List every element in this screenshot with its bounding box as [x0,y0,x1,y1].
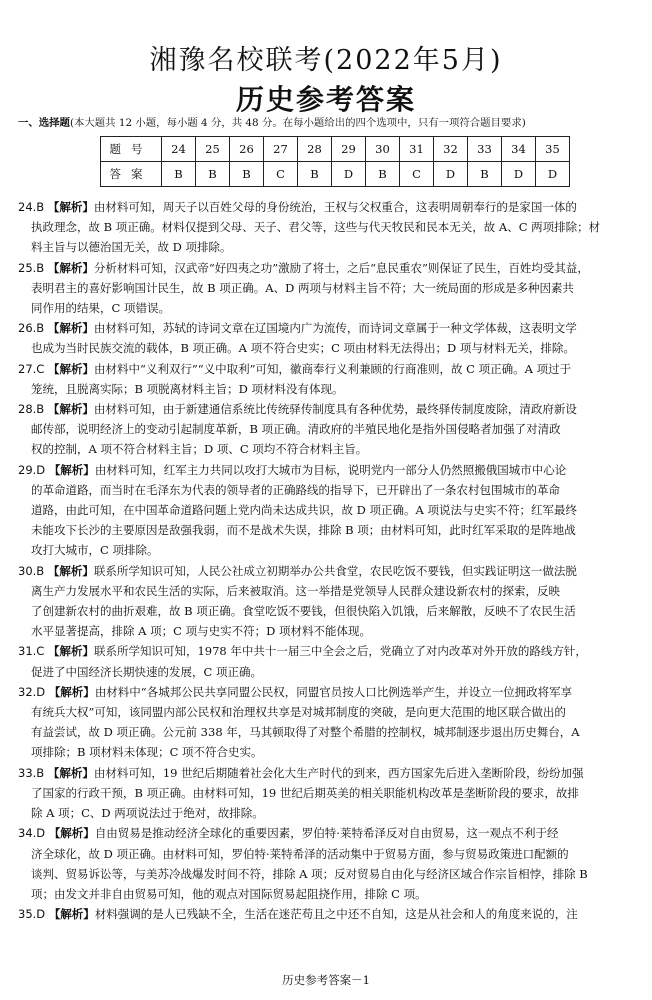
explanation-text: 由材料中“各城邦公民共享同盟公民权，同盟官员按人口比例选举产生，并设立一位拥政将军享 [94,684,573,699]
explanation-line [18,460,634,480]
document-title: 历史参考答案 [235,83,416,116]
question-number-cell: 27 [264,137,298,162]
explanation-text: 由材料中“义利双行”“义中取利”可知，徽商奉行义利兼顾的行商准则，故 C 项正确。A 项过于 [93,361,572,376]
question-answer-label: 35.D [18,907,46,922]
question-number-cell: 29 [332,137,366,162]
answer-cell: B [298,162,332,187]
explanation-line: 促进了中国经济长期快速的发展，C 项正确。 [31,664,262,679]
analysis-tag: 【解析】 [47,765,94,780]
explanation-text: 由材料可知，由于新建通信系统比传统驿传制度具有各种优势，最终驿传制度废除，清政府新设 [93,402,577,417]
analysis-tag: 【解析】 [47,200,94,214]
explanation-line: 表明君主的喜好影响国计民生，故 B 项正确。A、D 两项与材料主旨不符；大一统局面的形成是多种因素共 [31,280,574,295]
explanation-text: 由材料可知，红军主力共同以攻打大城市为目标，说明党内一部分人仍然照搬俄国城市中心论 [94,462,567,477]
table-row-answers [101,162,570,187]
explanation-line: 执政理念，故 B 项正确。材料仅提到父母、天子、君父等，这些与代天牧民和民本无关，故 A、C 两项排除；材 [31,220,601,235]
question-number-cell: 24 [162,137,196,162]
explanation-line: 未能攻下长沙的主要原因是敌强我弱，而不是战术失误，排除 B 项；由材料可知，此时红军采取的是阵地战 [31,523,576,538]
page-footer: 历史参考答案－1 [282,973,370,987]
answer-cell: D [502,162,536,187]
explanation-line: 笼统，且脱离实际；B 项脱离材料主旨；D 项材料没有体现。 [31,381,344,396]
explanation-text: 由材料可知，19 世纪后期随着社会化大生产时代的到来，西方国家先后进入垄断阶段，纷纷加强 [93,765,584,780]
question-answer-label: 33.B [18,765,45,780]
answer-cell: B [162,162,196,187]
answer-cell: B [366,162,400,187]
question-answer-label: 32.D [18,684,46,699]
analysis-tag: 【解析】 [47,563,94,578]
explanation-line: 济全球化，故 D 项正确。由材料可知，罗伯特·莱特希泽的活动集中于贸易方面，参与贸易政策进口配额的 [31,846,569,861]
explanation-line: 项；由发文并非自由贸易可知，他的观点对国际贸易起阻挠作用，排除 C 项。 [31,886,427,901]
question-answer-label: 24.B [18,200,45,214]
section-description: (本大题共 12 小题，每小题 4 分，共 48 分。在每小题给出的四个选项中，只有一项符合题目要求) [69,117,526,129]
answer-cell: C [264,162,298,187]
explanation-line: 邮传部，说明经济上的变动引起制度革新，B 项正确。清政府的半殖民地化是指外国侵略者加强了对清政 [31,422,561,437]
explanations-list [18,197,634,924]
explanation-item [18,318,634,358]
question-number-cell: 35 [536,137,570,162]
explanation-line [18,197,634,217]
question-number-cell: 33 [468,137,502,162]
explanation-text: 由材料可知，苏轼的诗词文章在辽国境内广为流传，而诗词文章属于一种文学体裁，这表明文学 [93,321,577,336]
explanation-line: 水平显著提高，排除 A 项；C 项与史实不符；D 项材料不能体现。 [31,624,371,639]
explanation-text: 自由贸易是推动经济全球化的重要因素，罗伯特·莱特希泽反对自由贸易，这一观点不利于经 [94,826,559,841]
explanation-text: 联系所学知识可知，人民公社成立初期举办公共食堂，农民吃饭不要钱，但实践证明这一做法脱 [93,563,577,578]
explanation-item [18,258,634,319]
explanation-line [18,399,634,419]
answer-cell: D [536,162,570,187]
explanation-line: 除 A 项；C、D 两项说法过于绝对，故排除。 [31,806,264,821]
question-answer-label: 30.B [18,563,45,578]
exam-title: 湘豫名校联考(2022年5月) [149,45,503,76]
explanation-line: 攻打大城市，C 项排除。 [31,543,159,558]
explanation-item [18,399,634,460]
question-number-cell: 32 [434,137,468,162]
section-label: 一、选择题 [18,117,70,129]
explanation-line: 料主旨与以德治国无关，故 D 项排除。 [31,240,232,255]
explanation-line: 谈判、贸易诉讼等，与美苏冷战爆发时间不符，排除 A 项；反对贸易自由化与经济区域合作宗旨相悖，排除 B [31,866,588,881]
explanation-line [18,763,634,783]
explanation-line [18,682,634,702]
explanation-item [18,359,634,399]
explanation-line [18,641,634,661]
question-answer-label: 34.D [18,826,46,841]
row-label-answer: 答案 [101,162,162,187]
analysis-tag: 【解析】 [47,260,94,275]
explanation-item [18,682,634,763]
explanation-item [18,197,634,258]
answer-cell: B [196,162,230,187]
question-answer-label: 27.C [18,361,45,376]
explanation-line [18,823,634,843]
table-row-numbers [101,137,570,162]
explanation-text: 联系所学知识可知，1978 年中共十一届三中全会之后，党确立了对内改革对外开放的路线方针， [93,644,587,659]
analysis-tag: 【解析】 [47,402,94,417]
analysis-tag: 【解析】 [47,321,94,336]
question-answer-label: 29.D [18,462,46,477]
question-number-cell: 31 [400,137,434,162]
explanation-line: 同作用的结果，C 项错误。 [31,301,170,316]
question-number-cell: 28 [298,137,332,162]
analysis-tag: 【解析】 [48,826,95,841]
analysis-tag: 【解析】 [47,644,94,659]
explanation-item [18,641,634,681]
explanation-line: 的革命道路，而当时在毛泽东为代表的领导者的正确路线的指导下，已开辟出了一条农村包围城市的革命 [31,482,560,497]
question-number-cell: 26 [230,137,264,162]
question-answer-label: 25.B [18,260,45,275]
question-number-cell: 34 [502,137,536,162]
explanation-line: 了创建新农村的曲折艰难，故 B 项正确。食堂吃饭不要钱，但很快陷入饥饿，后来解散，反映不了农民生活 [31,604,576,619]
answer-cell: C [400,162,434,187]
question-answer-label: 31.C [18,644,45,659]
answer-cell: B [468,162,502,187]
analysis-tag: 【解析】 [47,361,94,376]
explanation-line [18,318,634,338]
explanation-line [18,904,634,924]
explanation-line: 有统兵大权”可知，该同盟内部公民权和治理权共享是对城邦制度的突破，是向更大范围的地区联合做出的 [31,705,566,720]
answer-cell: D [332,162,366,187]
explanation-line: 离生产力发展水平和农民生活的实际，后来被取消。这一举措是党领导人民群众建设新农村的探索，反映 [31,583,560,598]
question-answer-label: 28.B [18,402,45,417]
explanation-item [18,904,634,924]
explanation-text: 由材料可知，周天子以百姓父母的身份统治，王权与父权重合，这表明周朝奉行的是家国一体的 [93,200,577,214]
question-number-cell: 30 [366,137,400,162]
explanation-line [18,359,634,379]
answer-cell: B [230,162,264,187]
explanation-line: 了国家的行政干预，B 项正确。由材料可知，19 世纪后期英美的相关职能机构改革是垄断阶段的要求，故排 [31,785,579,800]
explanation-line: 道路，由此可知，在中国革命道路问题上党内尚未达成共识，故 D 项正确。A 项说法与史实不符；红军最终 [31,503,577,518]
analysis-tag: 【解析】 [48,462,95,477]
answer-cell: D [434,162,468,187]
row-label-number: 题号 [101,137,162,162]
explanation-line: 项排除；B 项材料未体现；C 项不符合史实。 [31,745,263,760]
explanation-item [18,460,634,561]
analysis-tag: 【解析】 [48,907,95,922]
explanation-line [18,258,634,278]
explanation-line: 也成为当时民族交流的载体，B 项正确。A 项不符合史实；C 项由材料无法得出；D 项与材料无关，排除。 [31,341,575,356]
question-answer-label: 26.B [18,321,45,336]
analysis-tag: 【解析】 [48,684,95,699]
explanation-item [18,763,634,824]
explanation-item [18,561,634,642]
explanation-text: 分析材料可知，汉武帝“好四夷之功”激励了将士，之后“息民重农”则保证了民生，百姓均受其益， [93,260,589,275]
explanation-text: 材料强调的是人已残缺不全，生活在迷茫苟且之中还不自知，这是从社会和人的角度来说的，注 [94,907,578,922]
explanation-item [18,823,634,904]
answer-table [100,136,570,187]
explanation-line [18,561,634,581]
explanation-line: 权的控制，A 项不符合材料主旨；D 项、C 项均不符合材料主旨。 [31,442,368,457]
explanation-line: 有益尝试，故 D 项正确。公元前 338 年，马其顿取得了对整个希腊的控制权，城邦制逐步退出历史舞台，A [31,725,580,740]
question-number-cell: 25 [196,137,230,162]
section-heading [18,114,638,129]
